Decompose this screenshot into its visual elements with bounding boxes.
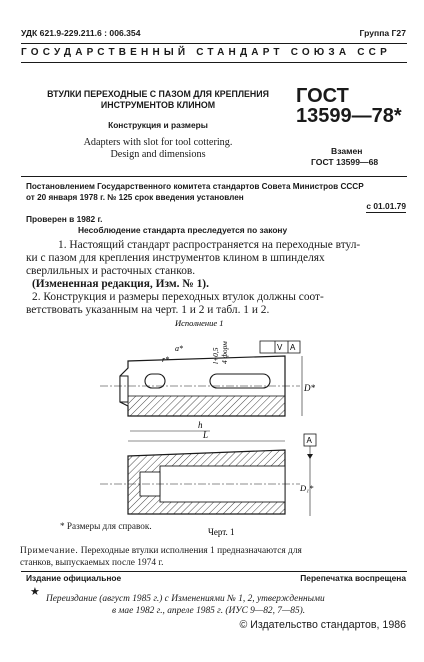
reissue-line1: Переиздание (август 1985 г.) с Изменениями № 1, 2, утвержденными (46, 594, 325, 604)
title-ru-subtitle: Конструкция и размеры (108, 120, 208, 130)
header-rule-bottom (21, 62, 407, 63)
footnote: * Размеры для справок. (60, 521, 152, 531)
dim-D: D* (304, 383, 315, 393)
decree-line2: от 20 января 1978 г. № 125 срок введения установлен (26, 193, 244, 202)
p2-line1: 2. Конструкция и размеры переходных втулок должны соот- (32, 291, 324, 303)
gost-number: 13599—78* (296, 105, 402, 127)
p1-line2: ки с пазом для крепления инструментов клином в шпинделях (26, 252, 325, 264)
reissue-line2: в мае 1982 г., апреле 1985 г. (ИУС 9—82, 7—85). (112, 606, 306, 616)
copyright: © Издательство стандартов, 1986 (239, 619, 406, 631)
checked-year: Проверен в 1982 г. (26, 214, 103, 224)
top-view (100, 341, 315, 441)
reprint-notice: Перепечатка воспрещена (300, 573, 406, 583)
dim-l-tol: 4 форм (220, 341, 229, 364)
header-rule-top (21, 43, 407, 44)
version-label: Исполнение 1 (175, 318, 224, 328)
note-label: Примечание. (20, 546, 79, 556)
drawing-label: Черт. 1 (208, 527, 235, 537)
footer-rule (21, 571, 407, 572)
dim-D1: D₁* (300, 483, 314, 493)
note-text-2: станков, выпускаемых после 1974 г. (20, 557, 164, 568)
p1-edition: (Измененная редакция, Изм. № 1). (32, 278, 209, 290)
law-warning: Несоблюдение стандарта преследуется по закону (78, 225, 288, 235)
p1-line1: 1. Настоящий стандарт распространяется на переходные втул- (58, 239, 361, 251)
hatched-wall (128, 396, 285, 416)
dim-a: a* (175, 344, 183, 353)
effective-date: с 01.01.79 (366, 201, 406, 211)
replaces-label: Взамен (331, 146, 363, 156)
dim-L: L (203, 430, 209, 440)
udk-code: УДК 621.9-229.211.6 : 006.354 (21, 28, 141, 38)
bottom-view (100, 434, 316, 516)
drawing-1 (60, 316, 350, 538)
dim-r: r* (162, 355, 170, 364)
dim-h: h (198, 420, 203, 430)
title-en-line2: Design and dimensions (110, 149, 206, 160)
title-ru (38, 89, 278, 111)
note (20, 546, 410, 569)
p2-line2: ветствовать указанным на черт. 1 и 2 и табл. 1 и 2. (26, 304, 270, 316)
gost-label: ГОСТ (296, 85, 349, 107)
note-text-1: Переходные втулки исполнения 1 предназначаются для (78, 546, 302, 556)
dim-l: l+0,5 (211, 347, 220, 364)
star-mark: ★ (30, 586, 40, 598)
datum-label: A (306, 436, 312, 445)
decree-line1: Постановлением Государственного комитета стандартов Совета Министров СССР (26, 182, 364, 191)
p1-line3: сверлильных и расточных станков. (26, 265, 196, 277)
tol-box-2: A (290, 343, 296, 352)
tol-box-1: V (277, 343, 283, 352)
title-ru-line2: ИНСТРУМЕНТОВ КЛИНОМ (100, 100, 216, 110)
replaces-value: ГОСТ 13599—68 (311, 157, 379, 167)
body-paragraphs (26, 239, 412, 317)
title-ru-line1: ВТУЛКИ ПЕРЕХОДНЫЕ С ПАЗОМ ДЛЯ КРЕПЛЕНИЯ (47, 89, 269, 99)
standard-line: ГОСУДАРСТВЕННЫЙ СТАНДАРТ СОЮЗА ССР (21, 47, 391, 58)
title-rule (21, 176, 407, 177)
official-edition: Издание официальное (26, 573, 122, 583)
title-en (38, 137, 278, 161)
title-en-line1: Adapters with slot for tool cottering. (83, 137, 233, 148)
group-code: Группа Г27 (359, 28, 406, 38)
